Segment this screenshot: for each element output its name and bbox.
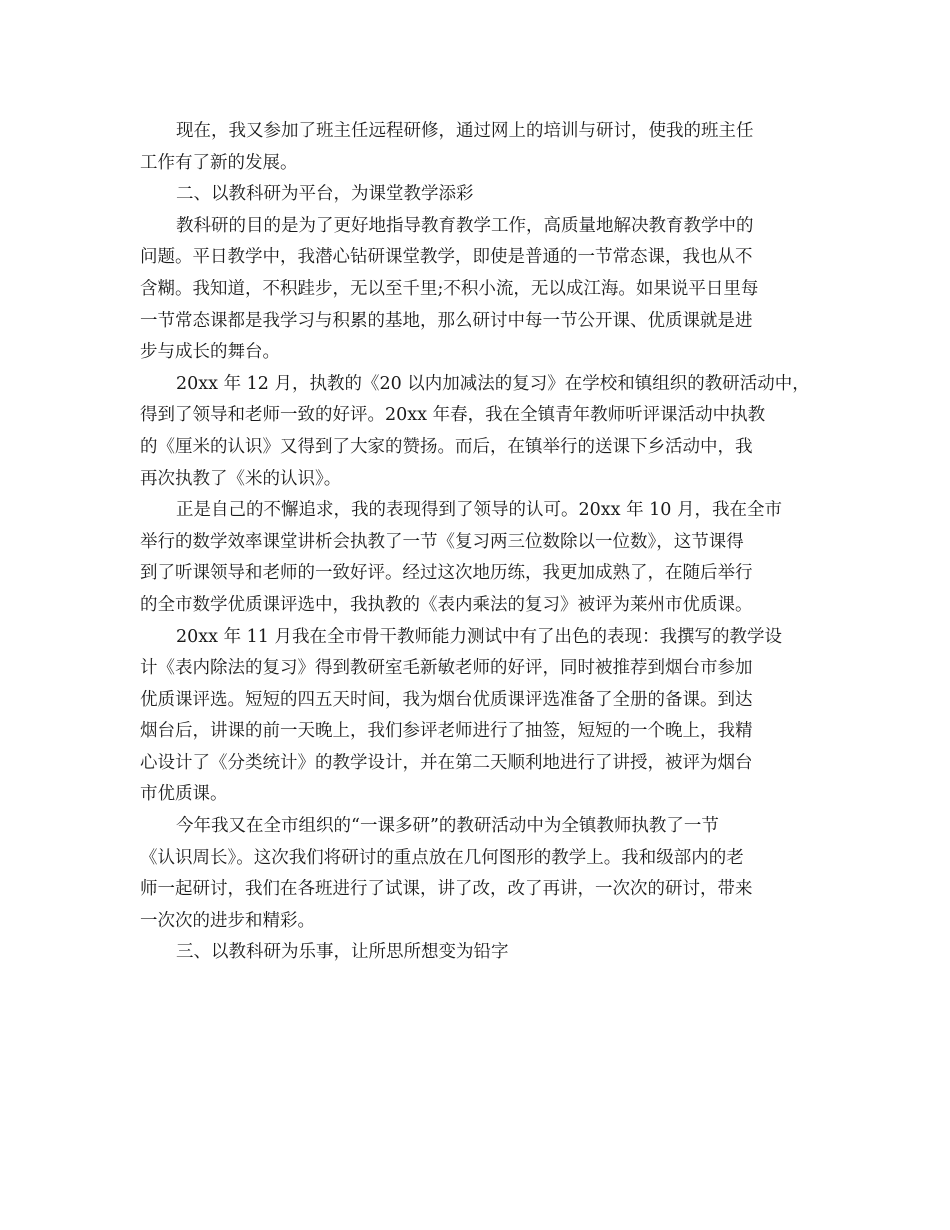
section-heading	[140, 179, 820, 211]
text-line: 20xx 年 11 月我在全市骨干教师能力测试中有了出色的表现：我撰写的教学设	[176, 626, 782, 647]
paragraph	[140, 811, 820, 937]
text-line: 现在，我又参加了班主任远程研修，通过网上的培训与研讨，使我的班主任	[176, 121, 754, 141]
section-heading	[140, 937, 820, 969]
paragraph	[140, 369, 820, 495]
text-line: 师一起研讨，我们在各班进行了试课，讲了改，改了再讲，一次次的研讨，带来	[140, 879, 753, 900]
paragraph	[140, 211, 820, 369]
paragraph	[140, 116, 820, 179]
section-heading-text: 三、以教科研为乐事，让所思所想变为铅字	[176, 942, 509, 963]
text-line: 问题。平日教学中，我潜心钻研课堂教学，即使是普通的一节常态课，我也从不	[140, 247, 753, 268]
text-line: 正是自己的不懈追求，我的表现得到了领导的认可。20xx 年 10 月，我在全市	[176, 500, 782, 521]
text-line: 得到了领导和老师一致的好评。20xx 年春，我在全镇青年教师听评课活动中执教	[140, 405, 766, 426]
text-line: 到了听课领导和老师的一致好评。经过这次地历练，我更加成熟了，在随后举行	[140, 563, 753, 584]
document-body	[140, 116, 820, 969]
text-line: 含糊。我知道，不积跬步，无以至千里;不积小流，无以成江海。如果说平日里每	[140, 278, 759, 299]
text-line: 《认识周长》。这次我们将研讨的重点放在几何图形的教学上。我和级部内的老	[140, 847, 744, 868]
text-line: 的《厘米的认识》又得到了大家的赞扬。而后，在镇举行的送课下乡活动中，我	[140, 436, 753, 457]
paragraph	[140, 622, 820, 812]
text-line: 20xx 年 12 月，执教的《20 以内加减法的复习》在学校和镇组织的教研活动中，	[176, 373, 810, 394]
text-line: 一节常态课都是我学习与积累的基地，那么研讨中每一节公开课、优质课就是进	[140, 310, 753, 331]
paragraph	[140, 495, 820, 621]
text-line: 优质课评选。短短的四五天时间，我为烟台优质课评选准备了全册的备课。到达	[140, 689, 753, 710]
text-line: 今年我又在全市组织的“一课多研”的教研活动中为全镇教师执教了一节	[176, 816, 719, 837]
text-line: 市优质课。	[140, 784, 228, 805]
text-line: 工作有了新的发展。	[140, 152, 298, 173]
section-heading-text: 二、以教科研为平台，为课堂教学添彩	[176, 184, 474, 205]
text-line: 举行的数学效率课堂讲析会执教了一节《复习两三位数除以一位数》，这节课得	[140, 531, 744, 552]
text-line: 再次执教了《米的认识》。	[140, 468, 342, 489]
text-line: 的全市数学优质课评选中，我执教的《表内乘法的复习》被评为莱州市优质课。	[140, 594, 753, 615]
text-line: 烟台后，讲课的前一天晚上，我们参评老师进行了抽签，短短的一个晚上，我精	[140, 721, 753, 742]
text-line: 教科研的目的是为了更好地指导教育教学工作，高质量地解决教育教学中的	[176, 215, 754, 236]
text-line: 一次次的进步和精彩。	[140, 910, 315, 931]
text-line: 步与成长的舞台。	[140, 342, 280, 363]
text-line: 心设计了《分类统计》的教学设计，并在第二天顺利地进行了讲授，被评为烟台	[140, 752, 753, 773]
text-line: 计《表内除法的复习》得到教研室毛新敏老师的好评，同时被推荐到烟台市参加	[140, 658, 753, 679]
